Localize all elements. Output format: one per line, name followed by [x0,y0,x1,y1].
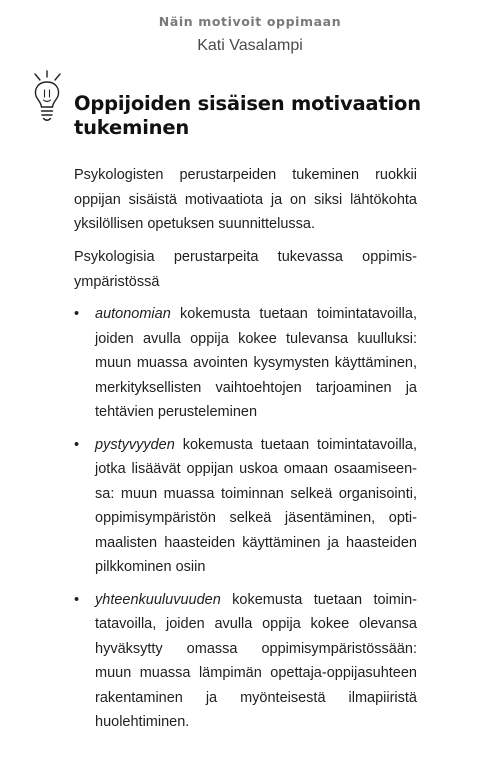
bullet-term: pystyvyyden [95,436,175,453]
bullet-term: autonomian [95,306,171,322]
section-heading: Oppijoiden sisäisen motivaation tukeminen [74,92,421,139]
bullet-marker: • [74,436,80,453]
bullet-text: kokemusta tuetaan toimintatavoilla, joiden avulla oppija kokee tulevansa kuulluksi: muun muassa avointen kysymysten käyttäminen, merkityksellisten vaihtoehtojen tarjoaminen ja tehtävien perusteleminen [95,306,417,420]
running-head-title: Näin motivoit oppimaan [158,14,342,29]
author-name: Kati Vasalampi [197,37,303,54]
bullet-marker: • [74,306,80,322]
list-item-competence [74,433,417,580]
bullet-marker: • [74,591,80,608]
lead-in-paragraph: Psykologisia perustarpeita tukevassa oppimisympäristössä [74,249,417,290]
list-item-autonomy [74,302,417,425]
bullet-text: kokemusta tuetaan toimintatavoilla, jotka lisäävät oppijan uskoa omaan osaamiseensa: muun muassa toiminnan selkeä organisointi, oppimisympäristön selkeä jäsentäminen, optimaalisten haasteiden käyttäminen ja haasteiden pilkkominen osiin [95,436,417,575]
lightbulb-icon [30,70,70,128]
bullet-term: yhteenkuuluvuuden [95,591,221,608]
bullet-text: kokemusta tuetaan toimintatavoilla, joiden avulla oppija kokee olevansa hyväksytty omassa oppimisympäristössään: muun muassa lämpimän opettaja-oppijasuhteen rakentaminen ja myönteisestä ilmapiiristä huolehtiminen. [95,591,417,730]
bullet-list [74,302,417,735]
intro-paragraph: Psykologisten perustarpeiden tukeminen ruokkii oppijan sisäistä motivaatiota ja on siksi lähtökohta yksilöllisen opetuksen suunnittelussa. [74,167,417,232]
list-item-relatedness [74,588,417,735]
